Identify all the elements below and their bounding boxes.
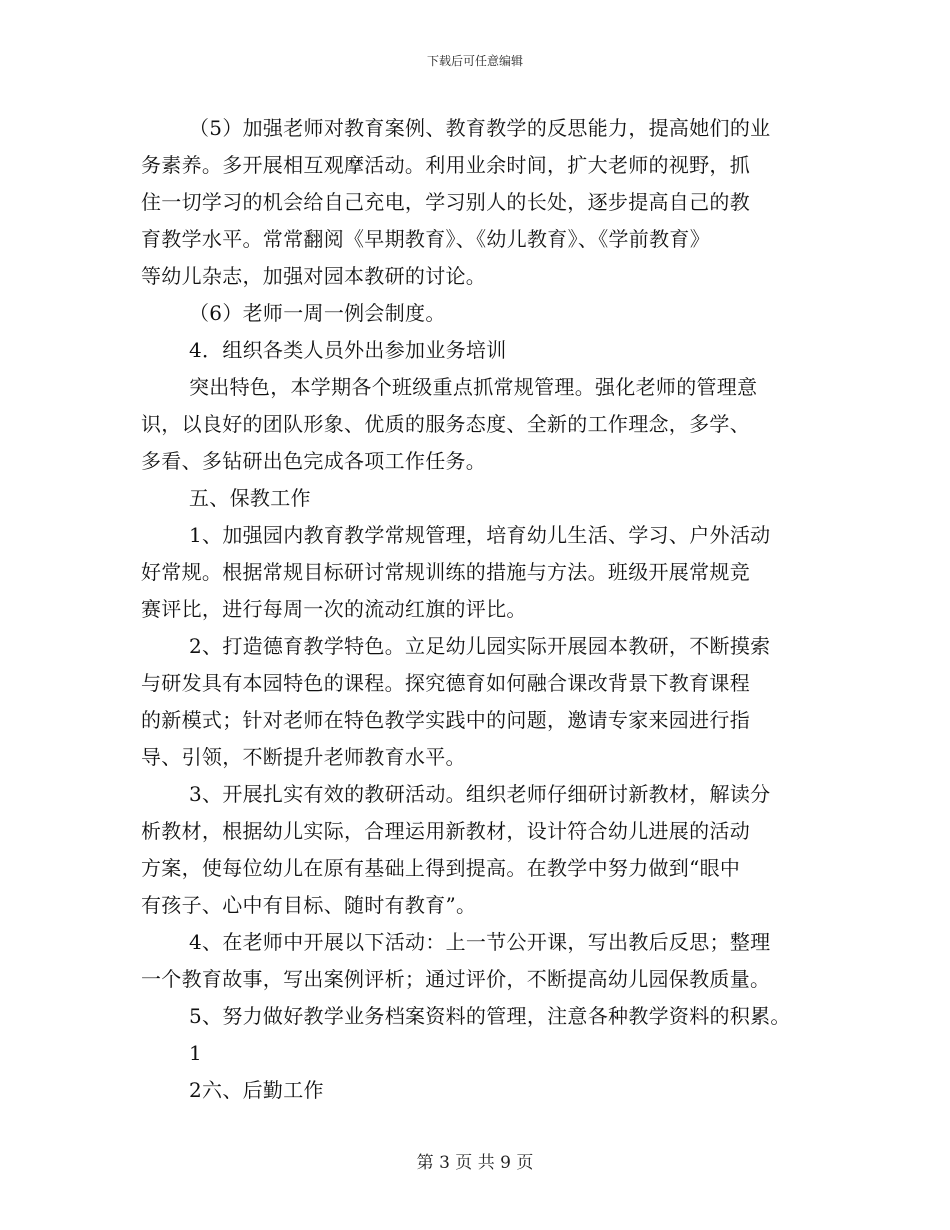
text-line: 4、在老师中开展以下活动：上一节公开课，写出教后反思；整理 [189,930,771,954]
text-line: 2六、后勤工作 [189,1078,324,1102]
text-line: 析教材，根据幼儿实际，合理运用新教材，设计符合幼儿进展的活动 [141,819,750,843]
text-line: 赛评比，进行每周一次的流动红旗的评比。 [141,597,527,621]
text-line: 的新模式；针对老师在特色教学实践中的问题，邀请专家来园进行指 [141,708,750,732]
text-line: 有孩子、心中有目标、随时有教育”。 [141,893,477,917]
page-footer [0,1153,950,1173]
text-line: 一个教育故事，写出案例评析；通过评价，不断提高幼儿园保教质量。 [141,967,771,991]
text-line: 1、加强园内教育教学常规管理，培育幼儿生活、学习、户外活动 [189,523,771,547]
text-line: 好常规。根据常规目标研讨常规训练的措施与方法。班级开展常规竞 [141,560,750,584]
text-line: 五、保教工作 [189,486,311,510]
text-line: 等幼儿杂志，加强对园本教研的讨论。 [141,264,487,288]
document-body [141,112,821,1111]
text-line: 多看、多钻研出色完成各项工作任务。 [141,449,487,473]
text-line: 识，以良好的团队形象、优质的服务态度、全新的工作理念，多学、 [141,412,750,436]
text-line: 方案，使每位幼儿在原有基础上得到提高。在教学中努力做到“眼中 [141,856,741,880]
text-line: 3、开展扎实有效的教研活动。组织老师仔细研讨新教材，解读分 [189,782,771,806]
text-line: 4．组织各类人员外出参加业务培训 [189,338,507,362]
text-line: （6）老师一周一例会制度。 [189,301,446,325]
text-line: 导、引领，不断提升老师教育水平。 [141,745,466,769]
text-line: 育教学水平。常常翻阅《早期教育》、《幼儿教育》、《学前教育》 [141,227,710,251]
text-line: 5、努力做好教学业务档案资料的管理，注意各种教学资料的积累。 [189,1004,791,1028]
text-line: 住一切学习的机会给自己充电，学习别人的长处，逐步提高自己的教 [141,190,750,214]
text-line: 1 [189,1041,203,1065]
page-header [0,53,950,69]
page-header-text: 下载后可任意编辑 [426,54,523,68]
text-line: （5）加强老师对教育案例、教育教学的反思能力，提高她们的业 [189,116,771,140]
text-line: 突出特色，本学期各个班级重点抓常规管理。强化老师的管理意 [189,375,758,399]
text-line: 务素养。多开展相互观摩活动。利用业余时间，扩大老师的视野，抓 [141,153,750,177]
page-number: 第 3 页 共 9 页 [416,1153,534,1173]
text-line: 2、打造德育教学特色。立足幼儿园实际开展园本教研，不断摸索 [189,634,771,658]
text-line: 与研发具有本园特色的课程。探究德育如何融合课改背景下教育课程 [141,671,750,695]
